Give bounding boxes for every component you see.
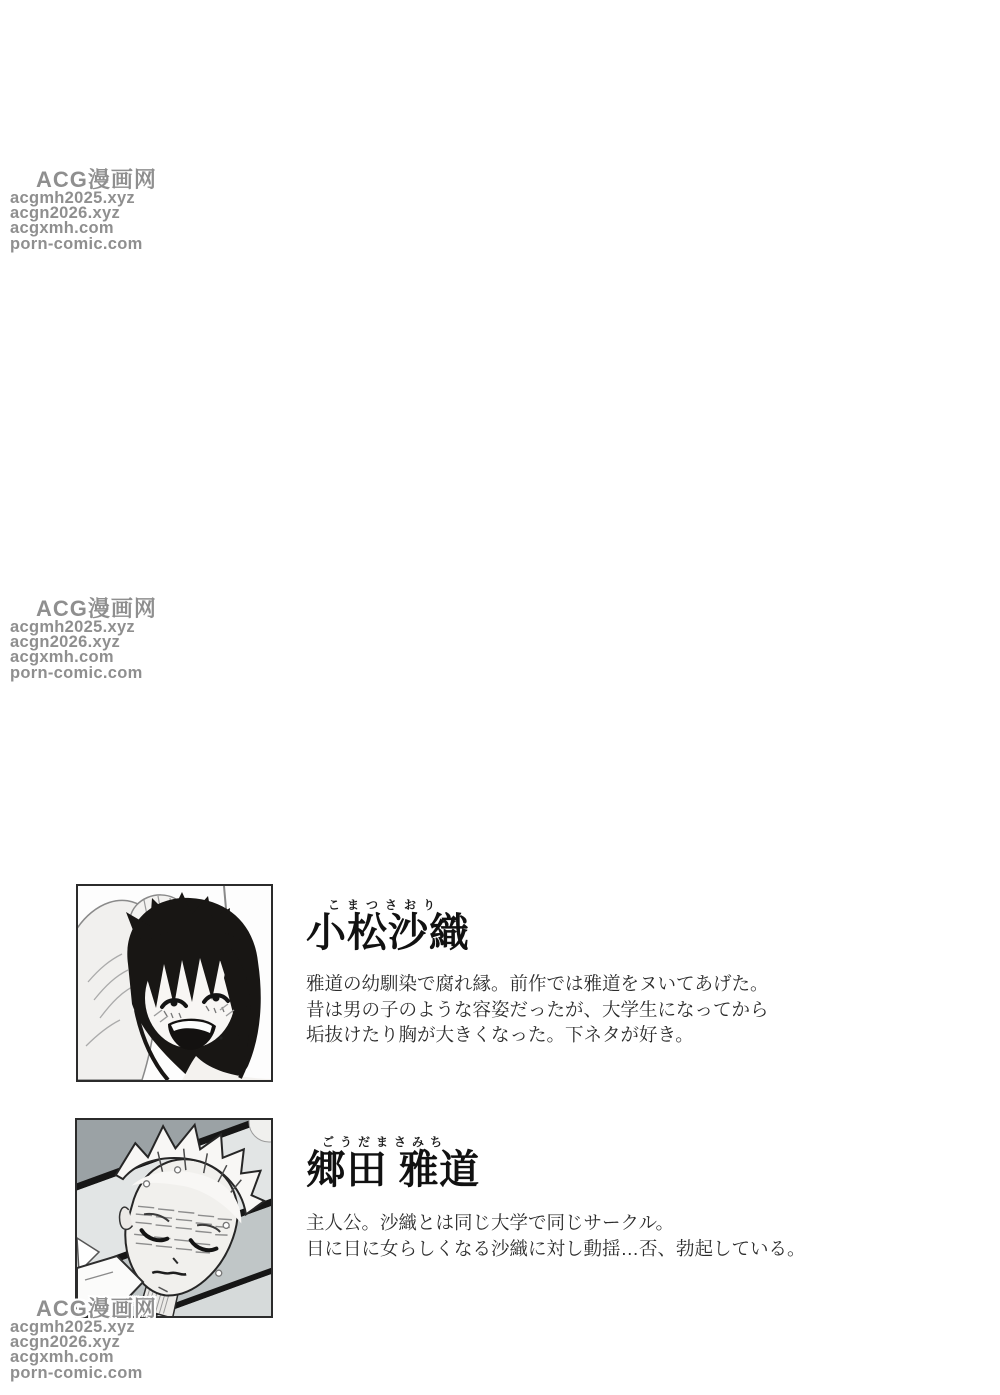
watermark-block-bottom: [10, 1297, 157, 1381]
character-description-saori: [306, 971, 769, 1048]
watermark-domain: porn-comic.com: [10, 1363, 143, 1382]
character-portrait-masamichi: [75, 1118, 273, 1318]
masamichi-portrait-art: [77, 1120, 271, 1316]
watermark-domain: acgmh2025.xyz: [10, 618, 135, 636]
description-line: 日に日に女らしくなる沙織に対し動揺…否、勃起している。: [306, 1237, 806, 1259]
watermark-domain: acgxmh.com: [10, 219, 114, 238]
character-portrait-saori: [76, 884, 273, 1082]
watermark-domain: acgn2026.xyz: [10, 1333, 121, 1352]
watermark-domain: acgn2026.xyz: [10, 204, 121, 223]
watermark-domain: acgmh2025.xyz: [10, 1318, 135, 1336]
watermark-block-middle: [10, 597, 157, 681]
watermark-site-name: ACG漫画网: [36, 167, 157, 192]
furigana-masamichi: ごうだまさみち: [322, 1135, 449, 1149]
description-line: 雅道の幼馴染で腐れ縁。前作では雅道をヌいてあげた。: [306, 973, 769, 994]
watermark-site-name: ACG漫画网: [36, 1296, 157, 1321]
character-name-saori: 小松沙織: [306, 911, 470, 955]
watermark-block-top: [10, 168, 157, 252]
watermark-domain: acgxmh.com: [10, 648, 114, 667]
watermark-domain: acgxmh.com: [10, 1348, 114, 1367]
description-line: 垢抜けたり胸が大きくなった。下ネタが好き。: [306, 1024, 694, 1045]
watermark-domain: acgmh2025.xyz: [10, 189, 135, 207]
furigana-saori: こまつさおり: [328, 898, 443, 912]
character-description-masamichi: [306, 1210, 806, 1261]
character-name-masamichi: 郷田 雅道: [306, 1148, 480, 1192]
watermark-domain: porn-comic.com: [10, 234, 143, 253]
watermark-site-name: ACG漫画网: [36, 596, 157, 621]
watermark-domain: acgn2026.xyz: [10, 633, 121, 652]
description-line: 主人公。沙織とは同じ大学で同じサークル。: [306, 1212, 674, 1233]
description-line: 昔は男の子のような容姿だったが、大学生になってから: [306, 998, 769, 1020]
saori-portrait-art: [78, 886, 271, 1080]
watermark-domain: porn-comic.com: [10, 663, 143, 682]
